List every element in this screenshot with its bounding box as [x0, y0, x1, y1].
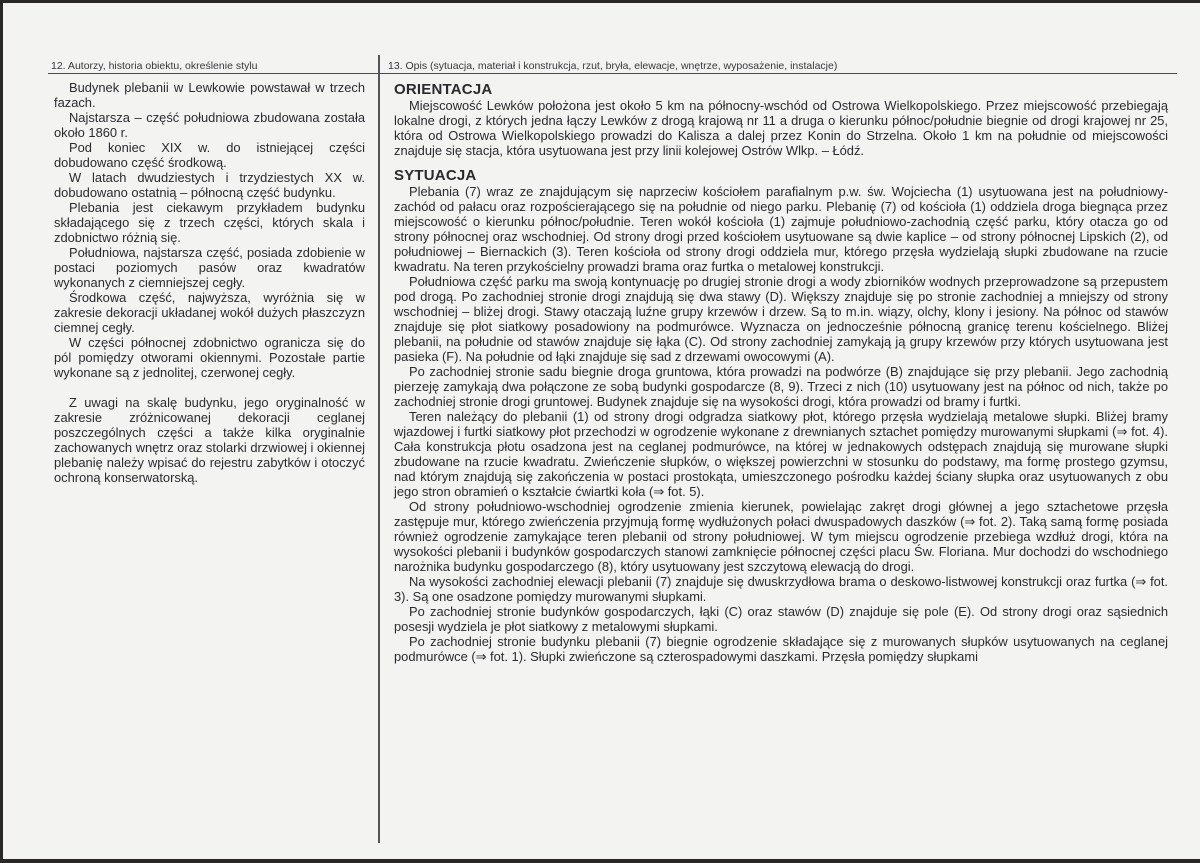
section-header-authors-history: 12. Autorzy, historia obiektu, określenie stylu: [48, 61, 382, 74]
paragraph: Po zachodniej stronie budynków gospodarczych, łąki (C) oraz stawów (D) znajduje się pole (E). Od strony drogi oraz sąsiednich posesji wydziela je płot siatkowy z metalowymi słupkami.: [394, 604, 1168, 634]
paragraph: Plebania (7) wraz ze znajdującym się naprzeciw kościołem parafialnym p.w. św. Wojciecha (1) usytuowana jest na południowy-zachód od pałacu oraz rozpościerającego się na południe od niego parku. Plebanię (7) od kościoła (1) oddziela droga biegnąca przez miejscowość o kierunku północ/południe. Teren wokół kościoła (1) zajmuje południowo-zachodnią część parku, który otacza go od strony północnej oraz wschodniej. Od strony drogi przed kościołem usytuowane są dwie kaplice – od strony północnej Lipskich (2), od południowej – Biernackich (3). Teren kościoła od strony drogi oddziela mur, którego przęsła wydzielają słupki zbudowane na rzucie kwadratu. Na teren przykościelny prowadzi brama oraz furtka o metalowej konstrukcji.: [394, 184, 1168, 274]
paragraph: Środkowa część, najwyższa, wyróżnia się w zakresie dekoracji układanej wokół dużych płaszczyzn ciemnej cegły.: [54, 290, 365, 335]
paragraph: Najstarsza – część południowa zbudowana została około 1860 r.: [54, 110, 365, 140]
heading-orientacja: ORIENTACJA: [394, 81, 493, 98]
document-page: [3, 3, 1200, 859]
paragraph: Budynek plebanii w Lewkowie powstawał w trzech fazach.: [54, 80, 365, 110]
right-column-description: [394, 81, 1168, 664]
left-column-history: [54, 80, 365, 485]
conclusion-paragraph: Z uwagi na skalę budynku, jego oryginalność w zakresie zróżnicowanej dekoracji ceglanej poszczególnych części a także kilka oryginalnie zachowanych wnętrz oraz stolarki drzwiowej i okiennej plebanię należy wpisać do rejestru zabytków i otoczyć ochroną konserwatorską.: [54, 395, 365, 485]
paragraph: W części północnej zdobnictwo ogranicza się do pól pomiędzy otworami okiennymi. Pozostałe partie wykonane są z jednolitej, czerwonej cegły.: [54, 335, 365, 380]
paragraph: Pod koniec XIX w. do istniejącej części dobudowano część środkową.: [54, 140, 365, 170]
paragraph: Po zachodniej stronie sadu biegnie droga gruntowa, która prowadzi na podwórze (B) znajdujące się przy plebanii. Jego zachodnią pierzeję zamykają dwa połączone ze sobą budynki gospodarcze (8, 9). Trzeci z nich (10) usytuowany jest na północ od nich, także po zachodniej stronie drogi gruntowej. Budynek znajduje się na wysokości drogi, która prowadzi od bramy i furtki.: [394, 364, 1168, 409]
column-divider: [378, 55, 380, 843]
paragraph: Miejscowość Lewków położona jest około 5 km na północny-wschód od Ostrowa Wielkopolskiego. Przez miejscowość przebiegają lokalne drogi, z których jedna łączy Lewków z drogą krajową nr 11 a druga o kierunku północ/południe biegnie od drogi krajowej nr 25, która od Ostrowa Wielkopolskiego prowadzi do Kalisza a dalej przez Konin do Strzelna. Około 1 km na południe od miejscowości znajduje się stacja, która usytuowana jest przy linii kolejowej Ostrów Wlkp. – Łódź.: [394, 98, 1168, 158]
paragraph: Po zachodniej stronie budynku plebanii (7) biegnie ogrodzenie składające się z murowanych słupków usytuowanych na ceglanej podmurówce (⇒ fot. 1). Słupki zwieńczone są czterospadowymi daszkami. Przęsła pomiędzy słupkami: [394, 634, 1168, 664]
paragraph: W latach dwudziestych i trzydziestych XX w. dobudowano ostatnią – północną część budynku.: [54, 170, 365, 200]
section-header-description: 13. Opis (sytuacja, materiał i konstrukcja, rzut, bryła, elewacje, wnętrze, wyposażenie, instalacje): [379, 61, 1177, 74]
paragraph: Teren należący do plebanii (1) od strony drogi odgradza siatkowy płot, którego przęsła wydzielają metalowe słupki. Bliżej bramy wjazdowej i furtki siatkowy płot przechodzi w ogrodzenie wykonane z drewnianych sztachet pomiędzy murowanymi słupkami (⇒ fot. 4). Cała konstrukcja płotu osadzona jest na ceglanej podmurówce, na której w jednakowych odstępach znajdują się murowane słupki zbudowane na rzucie kwadratu. Zwieńczenie słupków, o większej powierzchni w stosunku do podstawy, ma formę prostego gzymsu, nad którym znajdują się zakończenia w postaci prostokąta, umieszczonego pośrodku każdej ściany słupka oraz usytuowanych z obu jego stron obramień o kształcie ćwiartki koła (⇒ fot. 5).: [394, 409, 1168, 499]
paragraph: Od strony południowo-wschodniej ogrodzenie zmienia kierunek, powielając zakręt drogi głównej a jego sztachetowe przęsła zastępuje mur, którego zwieńczenia przyjmują formę wydłużonych połaci dwuspadowych daszków (⇒ fot. 2). Taką samą formę posiada również ogrodzenie zamykające teren plebanii od strony południowej. W tym miejscu ogrodzenie przebiega wzdłuż drogi, która na wysokości plebanii i budynków gospodarczych stanowi zamknięcie północnej części placu Św. Floriana. Mur dochodzi do wschodniego narożnika budynku gospodarczego (8), który usytuowany jest szczytową elewacją do drogi.: [394, 499, 1168, 574]
paragraph: Plebania jest ciekawym przykładem budynku składającego się z trzech części, których skala i zdobnictwo różnią się.: [54, 200, 365, 245]
paragraph: Południowa część parku ma swoją kontynuację po drugiej stronie drogi a wody zbiorników wodnych przeprowadzone są przepustem pod drogą. Po zachodniej stronie drogi znajdują się dwa stawy (D). Większy znajduje się po stronie zachodniej a mniejszy od strony wschodniej – bliżej drogi. Stawy otaczają luźne grupy krzewów i drzew. Są to m.in. wiązy, olchy, klony i jesiony. Na północ od stawów znajduje się płot siatkowy posadowiony na podmurówce. Wyznacza on jednocześnie północną granicę terenu kościelnego. Bliżej plebanii, na południe od stawów znajduje się łąka (C). Od strony zachodniej zamykają ją grupy krzewów przy których usytuowana jest pasieka (F). Na południe od łąki znajduje się sad z drzewami owocowymi (A).: [394, 274, 1168, 364]
paragraph: Na wysokości zachodniej elewacji plebanii (7) znajduje się dwuskrzydłowa brama o deskowo-listwowej konstrukcji oraz furtka (⇒ fot. 3). Są one osadzone pomiędzy murowanymi słupkami.: [394, 574, 1168, 604]
heading-sytuacja: SYTUACJA: [394, 167, 477, 184]
paragraph: Południowa, najstarsza część, posiada zdobienie w postaci poziomych pasów oraz kwadratów wykonanych z ciemniejszej cegły.: [54, 245, 365, 290]
